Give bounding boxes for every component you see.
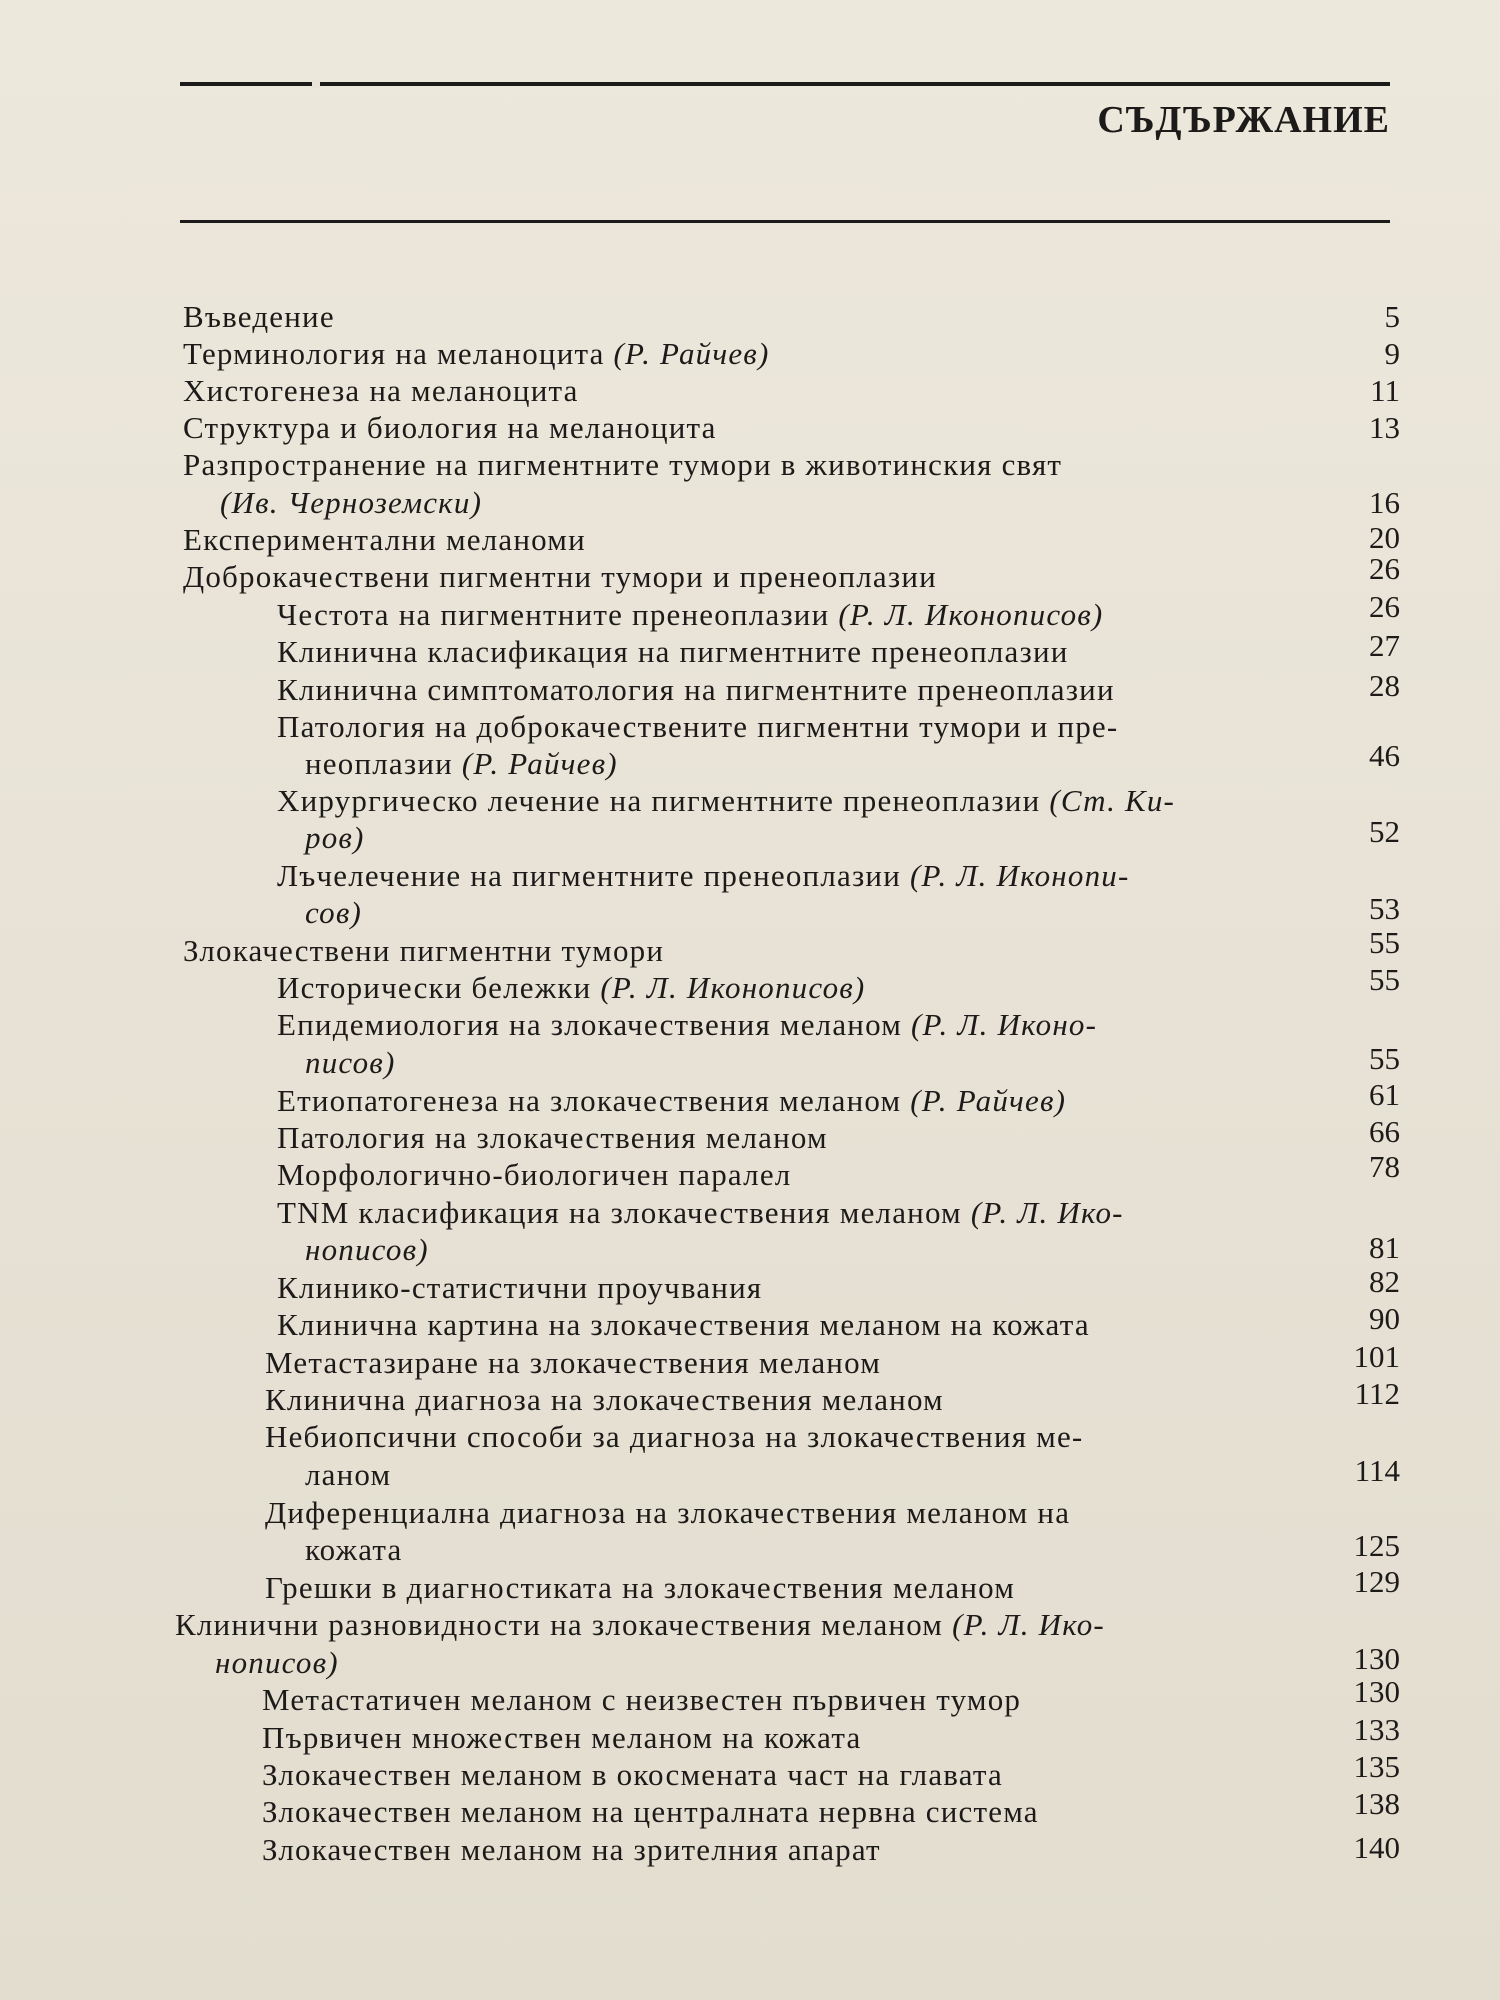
- toc-entry: [262, 1719, 861, 1756]
- toc-page-number: 16: [1369, 485, 1400, 520]
- toc-entry-title: Клинична симптоматология на пигментните пренеоплазии: [277, 672, 1115, 707]
- toc-entry: [277, 1006, 1097, 1043]
- toc-page-number: 114: [1354, 1453, 1400, 1488]
- toc-page-number: 55: [1369, 925, 1400, 960]
- toc-entry-title: Терминология на меланоцита: [183, 336, 614, 371]
- toc-entry: [277, 1269, 762, 1306]
- toc-entry: [262, 1831, 881, 1868]
- toc-entry-author: сов): [305, 895, 363, 930]
- toc-page-number: 55: [1369, 962, 1400, 997]
- toc-entry-title: Злокачествен меланом в окосмената част на главата: [262, 1757, 1003, 1792]
- toc-page-number: 28: [1369, 668, 1400, 703]
- toc-entry: [277, 596, 1103, 633]
- toc-page-number: 90: [1369, 1301, 1400, 1336]
- toc-entry-title: Метастазиране на злокачествения меланом: [265, 1345, 882, 1380]
- toc-entry: [183, 521, 586, 558]
- toc-entry: [305, 1456, 391, 1493]
- toc-entry-title: Етиопатогенеза на злокачествения меланом: [277, 1083, 911, 1118]
- toc-entry-title: Клинични разновидности на злокачествения меланом: [175, 1607, 953, 1642]
- toc-entry-title: Метастатичен меланом с неизвестен първичен тумор: [262, 1682, 1022, 1717]
- toc-entry: [265, 1381, 944, 1418]
- toc-entry-author: (Р. Л. Иконописов): [838, 597, 1104, 632]
- toc-entry: [277, 1156, 791, 1193]
- toc-entry-author: (Р. Л. Иконопи-: [909, 858, 1130, 893]
- toc-entry-author: (Ив. Черноземски): [220, 485, 483, 520]
- toc-entry: [277, 708, 1118, 745]
- toc-entry: [265, 1569, 1015, 1606]
- toc-entry: [183, 409, 717, 446]
- toc-entry: [277, 1306, 1090, 1343]
- toc-entry: [175, 1606, 1105, 1643]
- toc-entry-author: (Р. Л. Иконописов): [600, 970, 866, 1005]
- toc-entry-title: Клинична класификация на пигментните пренеоплазии: [277, 634, 1069, 669]
- toc-entry: [215, 1644, 339, 1681]
- toc-entry-title: Патология на злокачествения меланом: [277, 1120, 828, 1155]
- toc-entry: [265, 1494, 1070, 1531]
- toc-page-number: 125: [1353, 1528, 1400, 1563]
- toc-entry-author: (Р. Райчев): [461, 746, 618, 781]
- toc-page-number: 66: [1369, 1114, 1400, 1149]
- toc-page-number: 78: [1369, 1149, 1400, 1184]
- toc-entry: [183, 372, 579, 409]
- toc-entry-title: Клинико-статистични проучвания: [277, 1270, 763, 1305]
- toc-entry: [183, 932, 664, 969]
- top-rule: [180, 82, 1390, 86]
- toc-entry-author: (Р. Л. Ико-: [970, 1195, 1124, 1230]
- toc-entry: [262, 1756, 1003, 1793]
- toc-entry-title: неоплазии: [305, 746, 462, 781]
- toc-entry: [277, 857, 1130, 894]
- toc-entry-title: Хирургическо лечение на пигментните пренеоплазии: [277, 783, 1050, 818]
- toc-entry-title: Злокачествени пигментни тумори: [183, 933, 665, 968]
- toc-page-number: 82: [1369, 1264, 1400, 1299]
- toc-page-number: 138: [1353, 1786, 1400, 1821]
- toc-entry-author: (Р. Райчев): [613, 336, 770, 371]
- toc-entry-title: Диференциална диагноза на злокачествения меланом на: [265, 1495, 1071, 1530]
- toc-entry-title: Морфологично-биологичен паралел: [277, 1157, 792, 1192]
- toc-entry-title: Патология на доброкачествените пигментни тумори и пре-: [277, 709, 1119, 744]
- toc-entry-author: (Ст. Ки-: [1049, 783, 1176, 818]
- toc-entry: [277, 633, 1069, 670]
- toc-entry: [277, 1082, 1066, 1119]
- toc-page-number: 101: [1353, 1339, 1400, 1374]
- toc-page-number: 130: [1353, 1641, 1400, 1676]
- toc-entry-author: (Р. Райчев): [910, 1083, 1067, 1118]
- toc-entry-title: Експериментални меланоми: [183, 522, 586, 557]
- toc-entry: [277, 969, 865, 1006]
- toc-page-number: 133: [1353, 1712, 1400, 1747]
- toc-entry: [277, 671, 1115, 708]
- toc-entry-title: Доброкачествени пигментни тумори и пренеоплазии: [183, 559, 937, 594]
- toc-entry: [265, 1344, 881, 1381]
- toc-entry-title: Клинична диагноза на злокачествения меланом: [265, 1382, 944, 1417]
- toc-page-number: 55: [1369, 1041, 1400, 1076]
- toc-page-number: 81: [1369, 1230, 1400, 1265]
- toc-page-number: 26: [1369, 551, 1400, 586]
- toc-entry-title: ланом: [305, 1457, 392, 1492]
- toc-page-number: 140: [1353, 1830, 1400, 1865]
- toc-page-number: 26: [1369, 589, 1400, 624]
- toc-page-number: 27: [1369, 628, 1400, 663]
- toc-entry-title: TNM класификация на злокачествения меланом: [277, 1195, 971, 1230]
- heading-rule: [180, 220, 1390, 223]
- toc-page-number: 46: [1369, 738, 1400, 773]
- toc-page-number: 130: [1353, 1674, 1400, 1709]
- toc-entry: [305, 745, 618, 782]
- toc-entry: [183, 558, 937, 595]
- toc-page-number: 61: [1369, 1077, 1400, 1112]
- toc-entry-title: Клинична картина на злокачествения меланом на кожата: [277, 1307, 1090, 1342]
- toc-page-number: 129: [1353, 1564, 1400, 1599]
- toc-entry: [277, 1194, 1124, 1231]
- toc-entry-title: Разпространение на пигментните тумори в животинския свят: [183, 447, 1063, 482]
- toc-entry: [262, 1793, 1039, 1830]
- toc-entry-title: Честота на пигментните пренеоплазии: [277, 597, 839, 632]
- toc-entry-title: Лъчелечение на пигментните пренеоплазии: [277, 858, 910, 893]
- toc-entry-title: Злокачествен меланом на централната нервна система: [262, 1794, 1039, 1829]
- toc-entry-title: Злокачествен меланом на зрителния апарат: [262, 1832, 881, 1867]
- toc-entry-title: Грешки в диагностиката на злокачествения меланом: [265, 1570, 1016, 1605]
- toc-entry-author: нописов): [215, 1645, 339, 1680]
- toc-entry: [265, 1418, 1083, 1455]
- toc-entry-title: Хистогенеза на меланоцита: [183, 373, 579, 408]
- toc-entry-author: ров): [305, 820, 365, 855]
- toc-entry: [305, 1531, 402, 1568]
- toc-entry: [262, 1681, 1021, 1718]
- toc-entry-title: Исторически бележки: [277, 970, 601, 1005]
- toc-entry-author: (Р. Л. Иконо-: [910, 1007, 1098, 1042]
- toc-page-number: 112: [1354, 1376, 1400, 1411]
- toc-page-number: 9: [1384, 336, 1400, 371]
- toc-entry-author: (Р. Л. Ико-: [952, 1607, 1105, 1642]
- toc-page-number: 53: [1369, 891, 1400, 926]
- toc-entry: [183, 335, 769, 372]
- toc-page-number: 52: [1369, 814, 1400, 849]
- toc-entry-title: Първичен множествен меланом на кожата: [262, 1720, 862, 1755]
- page-heading: СЪДЪРЖАНИЕ: [1097, 99, 1390, 141]
- toc-entry: [183, 446, 1062, 483]
- toc-entry: [305, 1231, 429, 1268]
- toc-entry-title: Епидемиология на злокачествения меланом: [277, 1007, 911, 1042]
- toc-entry: [277, 1119, 828, 1156]
- toc-entry-title: Небиопсични способи за диагноза на злокачествения ме-: [265, 1419, 1084, 1454]
- toc-page-number: 11: [1370, 373, 1400, 408]
- toc-page-number: 135: [1353, 1749, 1400, 1784]
- toc-entry: [220, 484, 482, 521]
- toc-entry-title: Структура и биология на меланоцита: [183, 410, 717, 445]
- toc-entry: [305, 819, 365, 856]
- toc-page-number: 5: [1384, 299, 1400, 334]
- toc-page-number: 20: [1369, 520, 1400, 555]
- toc-entry: [305, 894, 362, 931]
- toc-entry: [183, 298, 335, 335]
- toc-entry: [277, 782, 1175, 819]
- toc-entry-title: Въведение: [183, 299, 335, 334]
- toc-entry-author: нописов): [305, 1232, 429, 1267]
- toc-entry-title: кожата: [305, 1532, 403, 1567]
- toc-page-number: 13: [1369, 410, 1400, 445]
- toc-entry: [305, 1044, 395, 1081]
- toc-entry-author: писов): [305, 1045, 396, 1080]
- rule-gap: [312, 80, 320, 88]
